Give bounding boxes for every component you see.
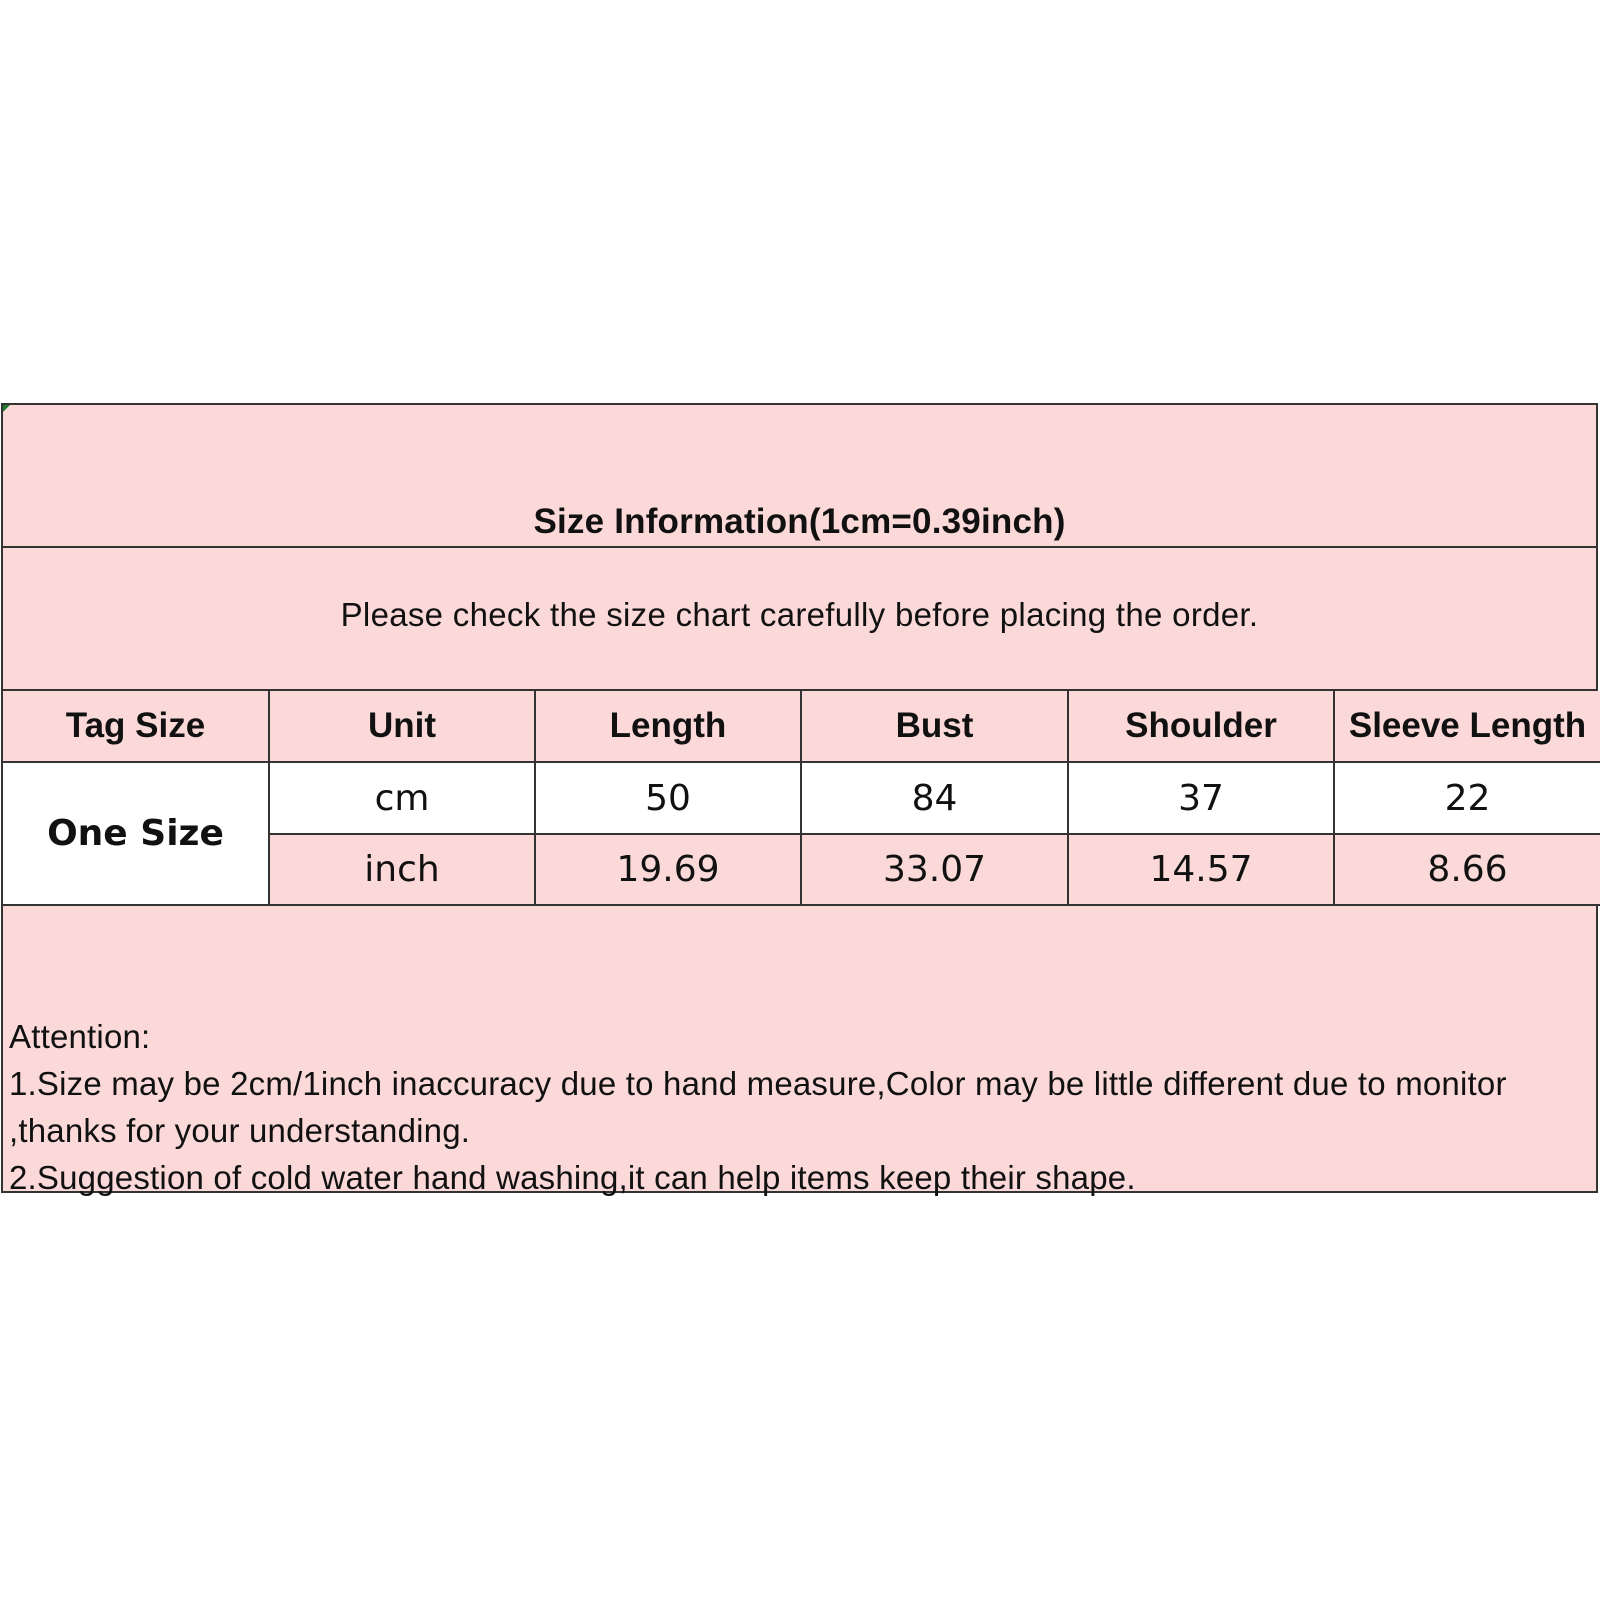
attention-notes [9, 1013, 1589, 1201]
bust-cm-cell: 84 [801, 762, 1068, 834]
size-chart-sheet [1, 403, 1598, 1196]
header-bust: Bust [801, 691, 1068, 762]
header-length: Length [535, 691, 801, 762]
sleeve-length-inch-cell: 8.66 [1334, 834, 1600, 905]
header-sleeve-length: Sleeve Length [1334, 691, 1600, 762]
size-info-title: Size Information(1cm=0.39inch) [533, 502, 1066, 541]
header-unit: Unit [269, 691, 535, 762]
bust-inch-cell: 33.07 [801, 834, 1068, 905]
size-table [3, 691, 1600, 906]
length-cm-cell: 50 [535, 762, 801, 834]
size-check-notice: Please check the size chart carefully before placing the order. [340, 596, 1259, 633]
table-header-row [3, 691, 1600, 762]
unit-cell-inch: inch [269, 834, 535, 905]
tag-size-cell: One Size [3, 762, 269, 905]
title-row [3, 405, 1596, 548]
length-inch-cell: 19.69 [535, 834, 801, 905]
attention-note-2: 2.Suggestion of cold water hand washing,it can help items keep their shape. [9, 1159, 1136, 1196]
shoulder-cm-cell: 37 [1068, 762, 1334, 834]
sleeve-length-cm-cell: 22 [1334, 762, 1600, 834]
unit-cell-cm: cm [269, 762, 535, 834]
notice-row [3, 548, 1596, 691]
attention-heading: Attention: [9, 1018, 151, 1055]
header-shoulder: Shoulder [1068, 691, 1334, 762]
shoulder-inch-cell: 14.57 [1068, 834, 1334, 905]
table-row [3, 762, 1600, 834]
header-tag-size: Tag Size [3, 691, 269, 762]
attention-note-1: 1.Size may be 2cm/1inch inaccuracy due to hand measure,Color may be little different due to monitor ,thanks for your understanding. [9, 1065, 1517, 1149]
